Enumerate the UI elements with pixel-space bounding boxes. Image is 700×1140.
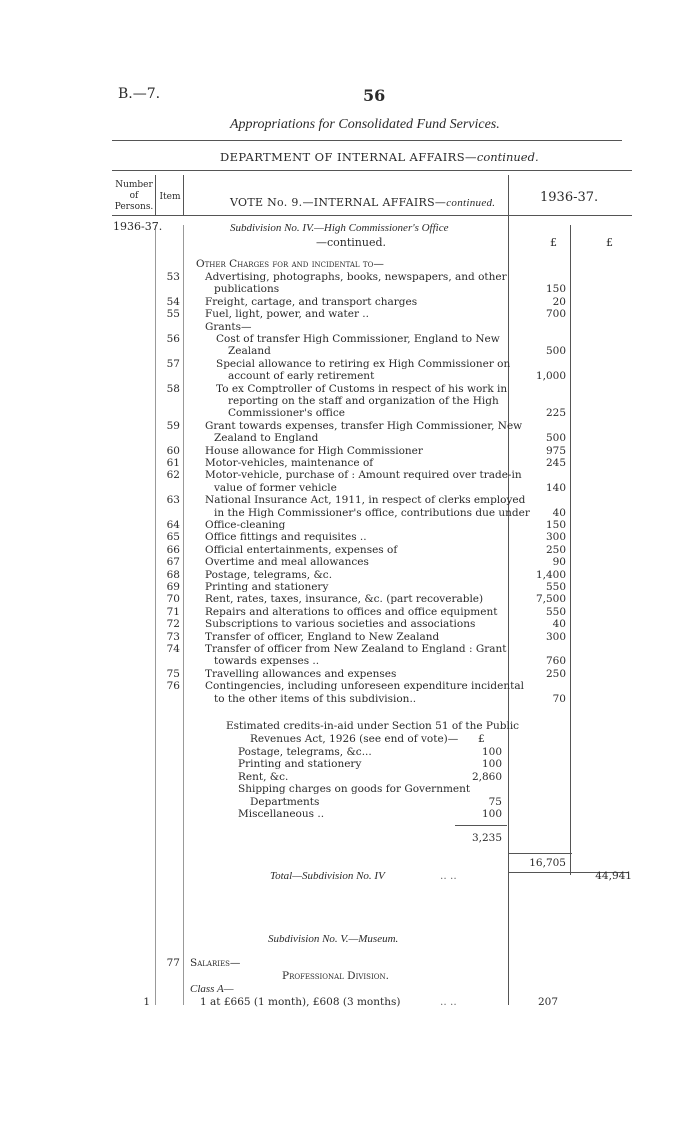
credit-amount: 75 <box>488 795 502 808</box>
item-row <box>0 556 700 568</box>
class-a-heading: Class A— <box>190 983 234 995</box>
item-description: Zealand <box>228 345 271 358</box>
item-number: 59 <box>166 419 180 432</box>
pound-col1: £ <box>550 236 557 249</box>
item-description: Zealand to England <box>214 432 319 445</box>
item-number: 61 <box>166 457 180 469</box>
item-row <box>0 445 700 457</box>
item-row <box>0 457 700 469</box>
item-amount: 500 <box>545 432 566 445</box>
total-amount: 16,705 <box>529 857 566 869</box>
item-amount: 20 <box>552 295 566 308</box>
item-row <box>0 420 700 432</box>
item-number: 63 <box>166 494 180 507</box>
item-row <box>0 358 700 370</box>
item-description: Transfer of officer from New Zealand to England : Grant <box>205 643 507 655</box>
credit-label: Printing and stationery <box>238 758 362 771</box>
item-row <box>0 668 700 680</box>
item-description: Fuel, light, power, and water .. <box>205 308 369 321</box>
item-amount: 70 <box>552 692 566 705</box>
item-number: 62 <box>166 469 180 482</box>
vote-title-continued: continued. <box>446 197 496 209</box>
item-row <box>0 494 700 506</box>
item-amount: 40 <box>552 618 566 631</box>
credit-label: Departments <box>250 795 320 808</box>
item-amount: 150 <box>545 283 566 296</box>
item-description: Advertising, photographs, books, newspapers, and other <box>205 271 507 283</box>
item-row <box>0 308 700 320</box>
salaries-heading: Salaries— <box>190 957 241 969</box>
item-amount: 90 <box>552 556 566 569</box>
page-number: 56 <box>363 86 386 105</box>
item-number: 69 <box>166 581 180 593</box>
item-description: Special allowance to retiring ex High Commissioner on <box>216 357 511 370</box>
item-description: Rent, rates, taxes, insurance, &c. (part recoverable) <box>205 593 484 606</box>
item-description: House allowance for High Commissioner <box>205 444 423 457</box>
item-description: publications <box>214 283 280 296</box>
item-number: 70 <box>166 593 180 606</box>
credit-label: Rent, &c. <box>238 770 289 783</box>
museum-salary-line: 1 at £665 (1 month), £608 (3 months) <box>200 996 401 1008</box>
item-amount: 500 <box>545 345 566 358</box>
total-dots: .. .. <box>440 870 457 882</box>
item-row <box>0 544 700 556</box>
item-row <box>0 296 700 308</box>
item-row <box>0 593 700 605</box>
item-row <box>0 618 700 630</box>
item-description: Office fittings and requisites .. <box>205 531 367 544</box>
item-row <box>0 606 700 618</box>
item-amount: 550 <box>545 605 566 618</box>
museum-dots: .. .. <box>440 996 457 1008</box>
item-description: Transfer of officer, England to New Zealand <box>205 630 440 643</box>
report-reference: B.—7. <box>118 86 161 102</box>
item-number: 54 <box>166 295 180 308</box>
item-amount: 245 <box>545 457 566 469</box>
museum-item-number: 77 <box>166 957 180 969</box>
item-row <box>0 407 700 419</box>
item-description: Official entertainments, expenses of <box>205 543 398 556</box>
item-number: 72 <box>166 618 180 631</box>
item-description: Travelling allowances and expenses <box>205 667 397 680</box>
professional-division: Professional Division. <box>282 970 389 982</box>
item-number: 56 <box>166 333 180 345</box>
item-number: 60 <box>166 444 180 457</box>
item-amount: 1,000 <box>535 370 566 383</box>
item-amount: 7,500 <box>535 593 566 606</box>
item-description: reporting on the staff and organization of the High <box>228 395 499 407</box>
item-number: 55 <box>166 308 180 321</box>
item-amount: 150 <box>545 519 566 531</box>
item-number: 65 <box>166 531 180 544</box>
credit-amount: 100 <box>481 808 502 820</box>
credit-amount: 100 <box>481 758 502 771</box>
item-description: National Insurance Act, 1911, in respect of clerks employed <box>205 494 526 507</box>
item-amount: 140 <box>545 481 566 494</box>
item-description: Freight, cartage, and transport charges <box>205 295 418 308</box>
credit-amount: 100 <box>481 746 502 758</box>
item-description: To ex Comptroller of Customs in respect of his work in <box>216 382 508 395</box>
item-description: towards expenses .. <box>214 655 320 668</box>
total-rule-top <box>508 853 572 854</box>
item-number: 67 <box>166 556 180 569</box>
item-row <box>0 271 700 283</box>
item-row <box>0 519 700 531</box>
item-description: Printing and stationery <box>205 581 329 593</box>
item-row <box>0 333 700 345</box>
item-row <box>0 321 700 333</box>
item-row <box>0 283 700 295</box>
vote-title <box>230 196 495 209</box>
item-row <box>0 383 700 395</box>
rule-top <box>112 140 622 141</box>
item-row <box>0 469 700 481</box>
item-row <box>0 531 700 543</box>
credit-label: Miscellaneous .. <box>238 808 325 820</box>
other-charges-heading: Other Charges for and incidental to— <box>196 258 384 270</box>
item-number: 73 <box>166 630 180 643</box>
item-amount: 1,400 <box>535 568 566 581</box>
credit-label: Postage, telegrams, &c... <box>238 746 372 758</box>
vote-title-text: VOTE No. 9.—INTERNAL AFFAIRS— <box>230 196 447 209</box>
item-description: Commissioner's office <box>228 407 345 420</box>
item-row <box>0 345 700 357</box>
item-amount: 975 <box>545 444 566 457</box>
item-row <box>0 680 700 692</box>
museum-subdivision-title: Subdivision No. V.—Museum. <box>268 933 399 945</box>
grand-total: 44,941 <box>595 870 632 882</box>
item-row <box>0 482 700 494</box>
item-row <box>0 395 700 407</box>
item-row <box>0 631 700 643</box>
item-row <box>0 569 700 581</box>
item-description: Office-cleaning <box>205 519 286 531</box>
item-row <box>0 693 700 705</box>
item-description: Overtime and meal allowances <box>205 556 369 569</box>
item-description: Contingencies, including unforeseen expenditure incidental <box>205 680 524 693</box>
credits-total: 3,235 <box>471 832 502 844</box>
item-row <box>0 370 700 382</box>
item-number: 64 <box>166 519 180 531</box>
item-description: Grant towards expenses, transfer High Commissioner, New <box>205 419 523 432</box>
item-number: 75 <box>166 667 180 680</box>
divider-persons <box>155 175 156 215</box>
rule-header-bottom <box>112 215 632 216</box>
total-label: Total—Subdivision No. IV <box>270 870 385 882</box>
item-amount: 250 <box>545 543 566 556</box>
credits-intro-line: Estimated credits-in-aid under Section 51 of the Public <box>226 720 520 732</box>
item-row <box>0 432 700 444</box>
credit-label: Shipping charges on goods for Government <box>238 783 471 796</box>
item-description: Postage, telegrams, &c. <box>205 568 333 581</box>
page-title: Appropriations for Consolidated Fund Services. <box>230 117 500 132</box>
divider-item <box>183 175 184 215</box>
department-heading <box>220 150 539 164</box>
credits-rule <box>455 825 507 826</box>
pound-col2: £ <box>606 236 613 249</box>
item-number: 57 <box>166 357 180 370</box>
item-description: account of early retirement <box>228 370 375 383</box>
rule-header-top <box>112 170 632 171</box>
item-number: 53 <box>166 271 180 283</box>
department-name: DEPARTMENT OF INTERNAL AFFAIRS— <box>220 150 477 164</box>
item-amount: 250 <box>545 667 566 680</box>
item-number: 76 <box>166 680 180 693</box>
credits-intro-line: Revenues Act, 1926 (see end of vote)— <box>250 733 459 745</box>
header-persons: Number of Persons. <box>114 180 154 212</box>
item-amount: 40 <box>552 506 566 519</box>
item-row <box>0 581 700 593</box>
department-continued: continued. <box>476 150 539 164</box>
header-item: Item <box>159 192 181 202</box>
item-amount: 300 <box>545 531 566 544</box>
item-amount: 550 <box>545 581 566 593</box>
year-header: 1936-37. <box>540 190 599 205</box>
item-number: 74 <box>166 643 180 655</box>
item-description: Repairs and alterations to offices and office equipment <box>205 605 498 618</box>
year-label: 1936-37. <box>113 220 163 233</box>
subdivision-continued: —continued. <box>316 236 387 249</box>
credits-pound: £ <box>478 733 485 745</box>
item-description: value of former vehicle <box>214 481 337 494</box>
item-amount: 760 <box>545 655 566 668</box>
item-description: in the High Commissioner's office, contributions due under <box>214 506 530 519</box>
item-amount: 225 <box>545 407 566 420</box>
item-number: 68 <box>166 568 180 581</box>
item-description: Subscriptions to various societies and associations <box>205 618 476 631</box>
item-description: Cost of transfer High Commissioner, England to New <box>216 333 500 345</box>
item-description: Motor-vehicle, purchase of : Amount required over trade-in <box>205 469 522 482</box>
museum-persons: 1 <box>143 996 150 1008</box>
item-number: 71 <box>166 605 180 618</box>
item-row <box>0 643 700 655</box>
credit-amount: 2,860 <box>471 770 502 783</box>
item-number: 58 <box>166 382 180 395</box>
subdivision-title: Subdivision No. IV.—High Commissioner's Office <box>230 222 449 234</box>
item-row <box>0 655 700 667</box>
item-number: 66 <box>166 543 180 556</box>
item-description: to the other items of this subdivision.. <box>214 692 417 705</box>
item-description: Motor-vehicles, maintenance of <box>205 457 374 469</box>
item-amount: 700 <box>545 308 566 321</box>
item-row <box>0 507 700 519</box>
item-amount: 300 <box>545 630 566 643</box>
museum-amount: 207 <box>537 996 558 1008</box>
item-description: Grants— <box>205 320 252 333</box>
